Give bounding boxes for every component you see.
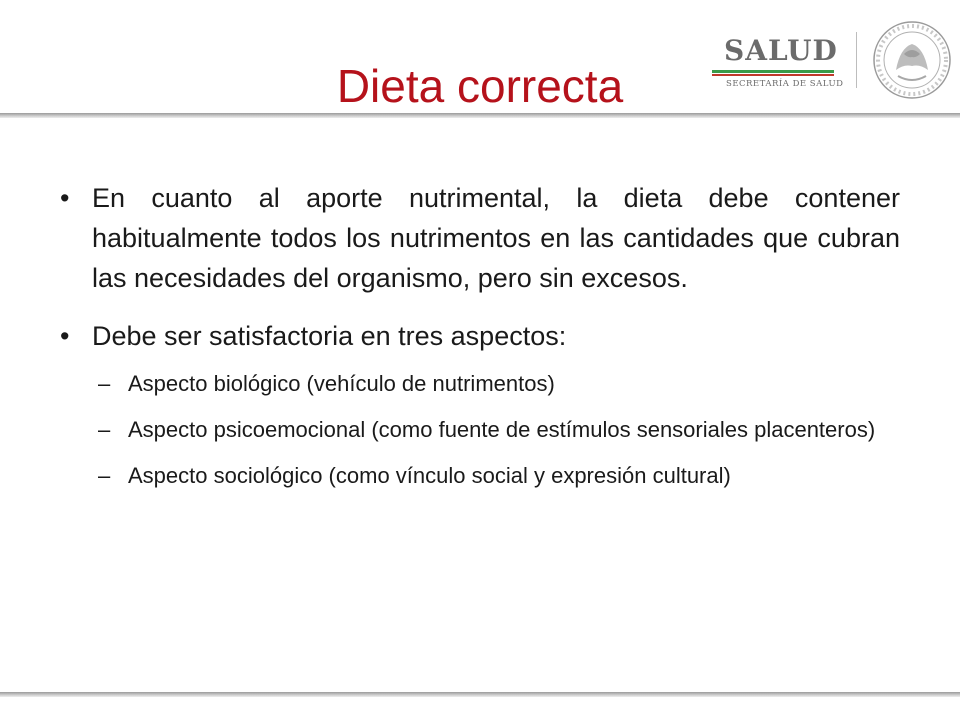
footer-divider — [0, 692, 960, 697]
bullet-text: En cuanto al aporte nutrimental, la dieta debe contener habitualmente todos los nutrimentos en las cantidades que cubran las necesidades del organismo, pero sin excesos. — [92, 183, 900, 293]
bullet-text: Debe ser satisfactoria en tres aspectos: — [92, 321, 567, 351]
bullet-glyph: • — [60, 321, 70, 351]
sub-bullet-text: Aspecto biológico (vehículo de nutrimentos) — [128, 371, 555, 396]
sub-bullet-text: Aspecto psicoemocional (como fuente de estímulos sensoriales placenteros) — [128, 417, 876, 442]
sub-bullet-item — [60, 412, 900, 448]
sub-bullet-glyph: – — [98, 417, 111, 442]
bullet-glyph: • — [60, 183, 70, 213]
sub-bullet-text: Aspecto sociológico (como vínculo social y expresión cultural) — [128, 463, 731, 488]
title-divider — [0, 113, 960, 118]
bullet-item — [60, 316, 900, 356]
logo-subtitle: SECRETARÍA DE SALUD — [726, 79, 844, 89]
sub-bullet-glyph: – — [98, 463, 111, 488]
bullet-item — [60, 178, 900, 298]
sub-bullet-item — [60, 366, 900, 402]
slide-body — [60, 178, 900, 494]
logo-wordmark: SALUD — [724, 34, 838, 67]
slide-title: Dieta correcta — [336, 60, 624, 112]
sub-bullet-item — [60, 458, 900, 494]
sub-bullet-glyph: – — [98, 371, 111, 396]
